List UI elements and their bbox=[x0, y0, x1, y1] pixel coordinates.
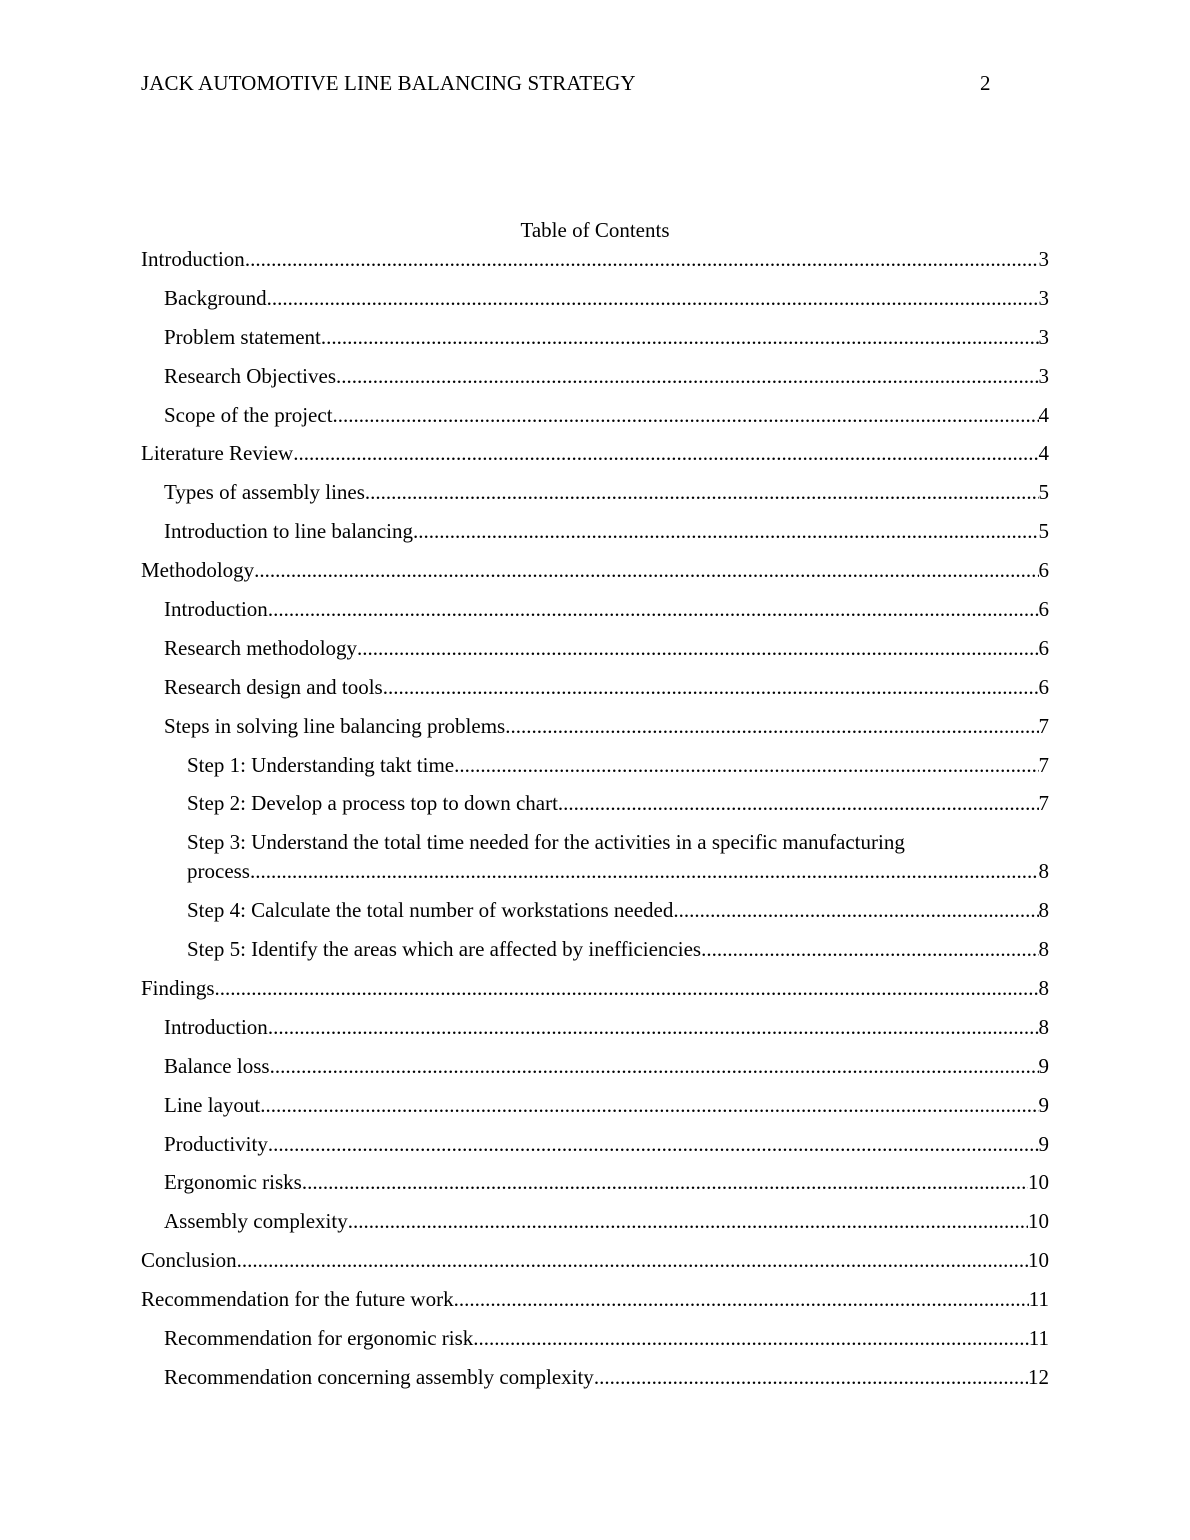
page-number: 2 bbox=[980, 71, 991, 95]
toc-page-ref: 8 bbox=[1038, 937, 1049, 962]
toc-entry-title: Introduction bbox=[164, 1014, 268, 1039]
dot-leader bbox=[270, 1054, 1039, 1078]
toc-entry-findings[interactable] bbox=[141, 976, 1049, 1015]
toc-page-ref: 9 bbox=[1038, 1131, 1049, 1156]
toc-entry-title: Introduction bbox=[164, 597, 268, 622]
toc-page-ref: 5 bbox=[1038, 480, 1049, 505]
toc-entry-step-2[interactable] bbox=[141, 791, 1049, 830]
toc-entry-title: Research methodology bbox=[164, 635, 358, 660]
toc-page-ref: 7 bbox=[1038, 791, 1049, 816]
toc-entry-title: Step 4: Calculate the total number of workstations needed bbox=[187, 898, 674, 923]
toc-entry-step-3[interactable] bbox=[141, 830, 1049, 898]
toc-entry-title: Step 1: Understanding takt time bbox=[187, 752, 455, 777]
toc-entry-steps-in-solving[interactable] bbox=[141, 714, 1049, 753]
toc-entry-introduction-to-line-balancing[interactable] bbox=[141, 519, 1049, 558]
dot-leader bbox=[260, 1093, 1038, 1117]
toc-entry-second-line bbox=[187, 859, 1049, 883]
dot-leader bbox=[293, 441, 1038, 465]
dot-leader bbox=[454, 1287, 1029, 1311]
toc-entry-title: Introduction to line balancing bbox=[164, 519, 414, 544]
toc-page-ref: 6 bbox=[1038, 558, 1049, 583]
toc-entry-recommendation-future-work[interactable] bbox=[141, 1287, 1049, 1326]
dot-leader bbox=[268, 597, 1039, 621]
dot-leader bbox=[505, 714, 1038, 738]
dot-leader bbox=[321, 325, 1039, 349]
toc-entry-title: Line layout bbox=[164, 1092, 261, 1117]
dot-leader bbox=[250, 859, 1039, 883]
dot-leader bbox=[701, 937, 1038, 961]
toc-entry-title: Literature Review bbox=[141, 441, 294, 466]
toc-entry-line-layout[interactable] bbox=[141, 1093, 1049, 1132]
toc-entry-title: Findings bbox=[141, 976, 215, 1001]
toc-entry-background[interactable] bbox=[141, 286, 1049, 325]
toc-entry-title: Conclusion bbox=[141, 1248, 237, 1273]
dot-leader bbox=[454, 753, 1038, 777]
dot-leader bbox=[348, 1209, 1028, 1233]
dot-leader bbox=[267, 286, 1039, 310]
dot-leader bbox=[673, 898, 1038, 922]
toc-entry-title: Recommendation concerning assembly complexity bbox=[164, 1364, 594, 1389]
toc-entry-title: Recommendation for the future work bbox=[141, 1287, 454, 1312]
toc-page-ref: 11 bbox=[1028, 1326, 1049, 1351]
toc-entry-methodology[interactable] bbox=[141, 558, 1049, 597]
dot-leader bbox=[558, 791, 1039, 815]
toc-entry-productivity[interactable] bbox=[141, 1132, 1049, 1171]
toc-entry-balance-loss[interactable] bbox=[141, 1054, 1049, 1093]
toc-entry-scope-of-the-project[interactable] bbox=[141, 403, 1049, 442]
toc-page-ref: 6 bbox=[1038, 674, 1049, 699]
toc-entry-title: Recommendation for ergonomic risk bbox=[164, 1326, 474, 1351]
toc-page-ref: 6 bbox=[1038, 597, 1049, 622]
toc-entry-title: Assembly complexity bbox=[164, 1209, 348, 1234]
toc-entry-title: Step 2: Develop a process top to down chart bbox=[187, 791, 558, 816]
dot-leader bbox=[383, 675, 1039, 699]
toc-page-ref: 8 bbox=[1038, 859, 1049, 884]
toc-page-ref: 4 bbox=[1038, 441, 1049, 466]
dot-leader bbox=[302, 1170, 1028, 1194]
toc-page-ref: 3 bbox=[1038, 285, 1049, 310]
toc-page-ref: 10 bbox=[1028, 1248, 1049, 1273]
toc-page-ref: 9 bbox=[1038, 1053, 1049, 1078]
toc-entry-title: Methodology bbox=[141, 558, 255, 583]
dot-leader bbox=[336, 364, 1038, 388]
dot-leader bbox=[594, 1365, 1028, 1389]
toc-entry-title: Balance loss bbox=[164, 1053, 270, 1078]
dot-leader bbox=[413, 519, 1038, 543]
running-head: JACK AUTOMOTIVE LINE BALANCING STRATEGY bbox=[141, 71, 636, 95]
toc-page-ref: 6 bbox=[1038, 635, 1049, 660]
toc-page-ref: 8 bbox=[1038, 898, 1049, 923]
toc-page-ref: 12 bbox=[1028, 1364, 1049, 1389]
toc-page-ref: 10 bbox=[1028, 1209, 1049, 1234]
toc-entry-title: Ergonomic risks bbox=[164, 1170, 302, 1195]
toc-page-ref: 10 bbox=[1028, 1170, 1049, 1195]
dot-leader bbox=[473, 1326, 1028, 1350]
toc-page-ref: 7 bbox=[1038, 713, 1049, 738]
toc-entry-conclusion[interactable] bbox=[141, 1248, 1049, 1287]
toc-page-ref: 3 bbox=[1038, 247, 1049, 271]
toc-entry-title: Research Objectives bbox=[164, 363, 337, 388]
toc-page-ref: 11 bbox=[1028, 1287, 1049, 1312]
toc-entry-title: Steps in solving line balancing problems bbox=[164, 713, 506, 738]
toc-entry-title: Background bbox=[164, 285, 267, 310]
toc-entry-title: Introduction bbox=[141, 247, 245, 271]
toc-entry-title: Problem statement bbox=[164, 324, 321, 349]
toc-entry-problem-statement[interactable] bbox=[141, 325, 1049, 364]
toc-page-ref: 3 bbox=[1038, 324, 1049, 349]
table-of-contents bbox=[141, 247, 1049, 1404]
toc-entry-ergonomic-risks[interactable] bbox=[141, 1170, 1049, 1209]
dot-leader bbox=[365, 480, 1039, 504]
toc-entry-findings-introduction[interactable] bbox=[141, 1015, 1049, 1054]
toc-entry-title-line1: Step 3: Understand the total time needed for the activities in a specific manufacturing bbox=[187, 830, 905, 855]
dot-leader bbox=[245, 247, 1039, 271]
toc-title: Table of Contents bbox=[520, 218, 670, 242]
dot-leader bbox=[357, 636, 1038, 660]
toc-entry-research-objectives[interactable] bbox=[141, 364, 1049, 403]
toc-entry-recommendation-assembly-complexity[interactable] bbox=[141, 1365, 1049, 1404]
toc-page-ref: 5 bbox=[1038, 519, 1049, 544]
toc-page-ref: 8 bbox=[1038, 976, 1049, 1001]
toc-entry-introduction[interactable] bbox=[141, 247, 1049, 286]
toc-entry-title: Productivity bbox=[164, 1131, 268, 1156]
toc-entry-title: Research design and tools bbox=[164, 674, 383, 699]
toc-entry-types-of-assembly-lines[interactable] bbox=[141, 480, 1049, 519]
toc-entry-research-methodology[interactable] bbox=[141, 636, 1049, 675]
toc-entry-methodology-introduction[interactable] bbox=[141, 597, 1049, 636]
dot-leader bbox=[268, 1132, 1039, 1156]
toc-entry-research-design-and-tools[interactable] bbox=[141, 675, 1049, 714]
toc-page-ref: 3 bbox=[1038, 363, 1049, 388]
toc-entry-step-4[interactable] bbox=[141, 898, 1049, 937]
toc-entry-literature-review[interactable] bbox=[141, 441, 1049, 480]
toc-entry-title: Scope of the project bbox=[164, 402, 333, 427]
toc-page-ref: 7 bbox=[1038, 752, 1049, 777]
dot-leader bbox=[268, 1015, 1039, 1039]
dot-leader bbox=[333, 403, 1039, 427]
toc-entry-step-5[interactable] bbox=[141, 937, 1049, 976]
toc-entry-recommendation-ergonomic-risk[interactable] bbox=[141, 1326, 1049, 1365]
dot-leader bbox=[215, 976, 1039, 1000]
toc-entry-title: Step 5: Identify the areas which are affected by inefficiencies bbox=[187, 937, 702, 962]
dot-leader bbox=[254, 558, 1038, 582]
toc-page-ref: 9 bbox=[1038, 1092, 1049, 1117]
dot-leader bbox=[237, 1248, 1028, 1272]
toc-entry-title: Types of assembly lines bbox=[164, 480, 365, 505]
toc-entry-assembly-complexity[interactable] bbox=[141, 1209, 1049, 1248]
toc-entry-step-1[interactable] bbox=[141, 753, 1049, 792]
toc-page-ref: 8 bbox=[1038, 1014, 1049, 1039]
toc-entry-title-line2: process bbox=[187, 859, 250, 884]
toc-page-ref: 4 bbox=[1038, 402, 1049, 427]
